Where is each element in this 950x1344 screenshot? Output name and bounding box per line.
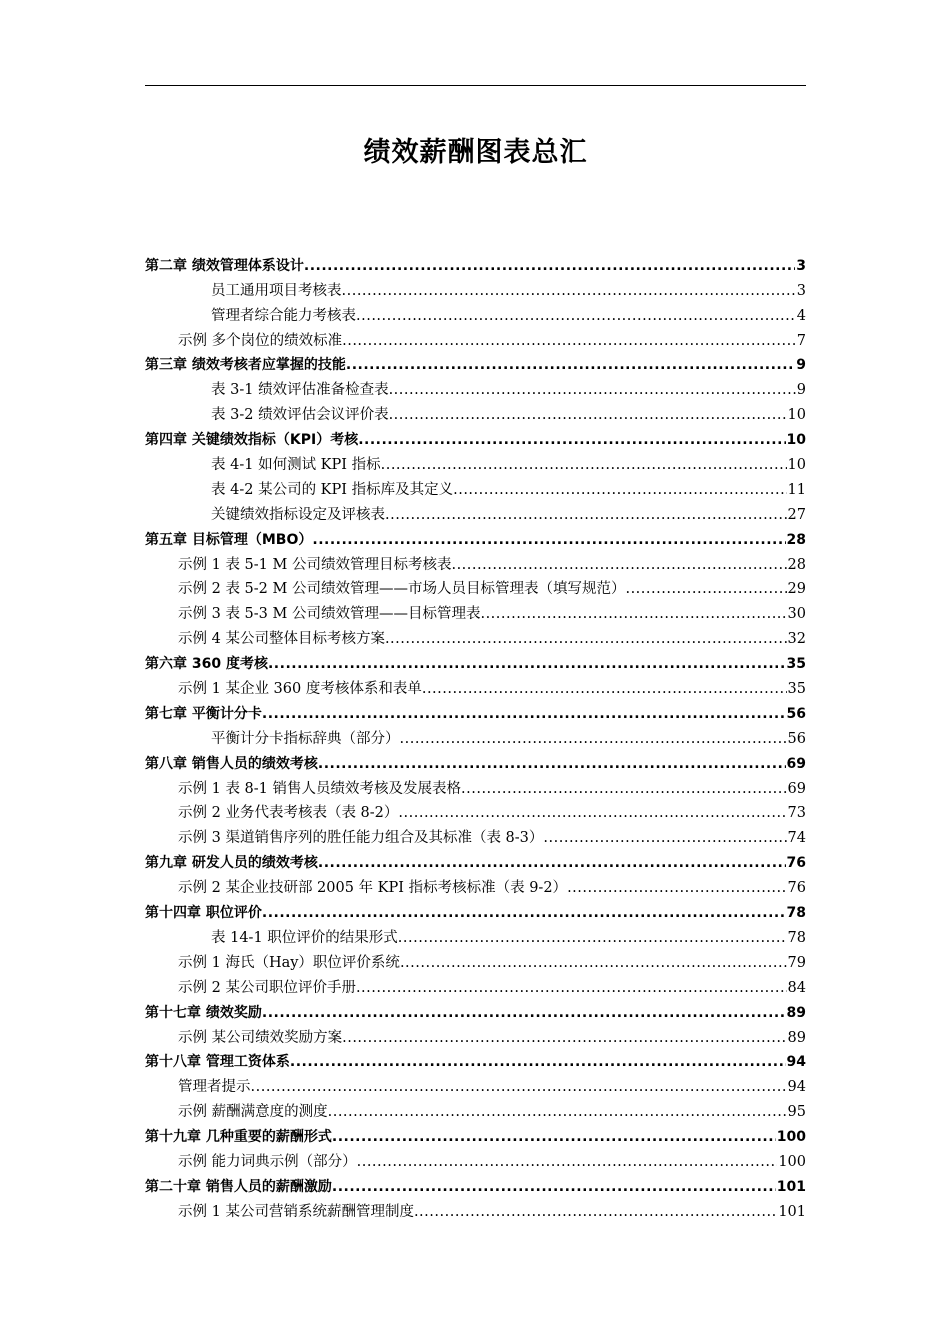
toc-dot-leader	[461, 780, 787, 798]
toc-dot-leader	[332, 1178, 776, 1196]
toc-entry[interactable]	[145, 474, 806, 499]
toc-dot-leader	[400, 954, 787, 972]
toc-entry[interactable]	[145, 549, 806, 574]
toc-dot-leader	[358, 431, 785, 449]
toc-page-number: 56	[787, 730, 806, 747]
toc-entry-label: 第十七章 绩效奖励	[145, 1004, 262, 1021]
toc-page-number: 89	[786, 1004, 806, 1021]
toc-page-number: 74	[787, 830, 806, 847]
toc-page-number: 28	[787, 556, 806, 573]
toc-page-number: 101	[778, 1203, 806, 1220]
toc-dot-leader	[290, 1053, 786, 1071]
toc-dot-leader	[398, 929, 787, 947]
toc-dot-leader	[356, 307, 796, 325]
toc-dot-leader	[332, 1128, 776, 1146]
toc-entry-label: 示例 2 某公司职位评价手册	[178, 979, 356, 996]
toc-page-number: 78	[786, 905, 806, 922]
toc-page-number: 84	[787, 979, 806, 996]
toc-page-number: 100	[776, 1129, 806, 1146]
toc-page-number: 76	[786, 855, 806, 872]
toc-entry-label: 示例 4 某公司整体目标考核方案	[178, 631, 385, 648]
toc-page-number: 89	[787, 1029, 806, 1046]
toc-entry[interactable]	[145, 325, 806, 350]
toc-entry-label: 示例 多个岗位的绩效标准	[178, 332, 343, 349]
toc-dot-leader	[400, 730, 787, 748]
toc-entry-label: 示例 1 某企业 360 度考核体系和表单	[178, 681, 422, 698]
toc-page-number: 4	[796, 307, 806, 324]
toc-chapter-entry[interactable]	[145, 1171, 806, 1196]
toc-page-number: 3	[796, 282, 806, 299]
toc-entry[interactable]	[145, 922, 806, 947]
toc-entry[interactable]	[145, 374, 806, 399]
toc-entry-label: 示例 能力词典示例（部分）	[178, 1153, 357, 1170]
toc-page-number: 100	[778, 1153, 806, 1170]
toc-page-number: 56	[786, 705, 806, 722]
toc-entry-label: 示例 1 海氏（Hay）职位评价系统	[178, 954, 400, 971]
toc-page-number: 79	[787, 954, 806, 971]
toc-page-number: 11	[787, 481, 806, 498]
toc-chapter-entry[interactable]	[145, 698, 806, 723]
toc-entry-label: 管理者综合能力考核表	[211, 307, 356, 324]
toc-page-number: 9	[796, 382, 806, 399]
toc-entry-label: 第二章 绩效管理体系设计	[145, 257, 304, 274]
toc-dot-leader	[318, 854, 786, 872]
toc-chapter-entry[interactable]	[145, 524, 806, 549]
toc-entry[interactable]	[145, 499, 806, 524]
toc-page-number: 30	[787, 606, 806, 623]
toc-page-number: 94	[786, 1054, 806, 1071]
toc-dot-leader	[268, 655, 786, 673]
toc-dot-leader	[389, 406, 787, 424]
toc-entry-label: 管理者提示	[178, 1079, 251, 1096]
toc-entry[interactable]	[145, 947, 806, 972]
toc-entry[interactable]	[145, 1022, 806, 1047]
toc-dot-leader	[262, 1004, 786, 1022]
toc-entry-label: 第十九章 几种重要的薪酬形式	[145, 1129, 332, 1146]
toc-chapter-entry[interactable]	[145, 424, 806, 449]
document-title: 绩效薪酬图表总汇	[363, 137, 588, 168]
toc-dot-leader	[385, 506, 787, 524]
toc-page-number: 3	[796, 257, 806, 274]
toc-chapter-entry[interactable]	[145, 1121, 806, 1146]
table-of-contents	[145, 250, 806, 1221]
toc-dot-leader	[389, 381, 796, 399]
toc-chapter-entry[interactable]	[145, 997, 806, 1022]
toc-dot-leader	[342, 332, 796, 350]
toc-dot-leader	[262, 904, 786, 922]
toc-page-number: 10	[787, 407, 806, 424]
toc-entry[interactable]	[145, 872, 806, 897]
toc-page-number: 95	[787, 1104, 806, 1121]
toc-entry[interactable]	[145, 574, 806, 599]
toc-dot-leader	[304, 257, 795, 275]
toc-entry[interactable]	[145, 972, 806, 997]
toc-entry-label: 示例 3 表 5-3 M 公司绩效管理——目标管理表	[178, 606, 481, 623]
toc-entry-label: 示例 某公司绩效奖励方案	[178, 1029, 343, 1046]
toc-chapter-entry[interactable]	[145, 350, 806, 375]
toc-page-number: 73	[787, 805, 806, 822]
toc-dot-leader	[356, 979, 787, 997]
toc-page-number: 7	[796, 332, 806, 349]
toc-page-number: 35	[786, 656, 806, 673]
toc-dot-leader	[381, 456, 787, 474]
toc-entry[interactable]	[145, 399, 806, 424]
toc-dot-leader	[342, 1029, 786, 1047]
toc-dot-leader	[480, 605, 786, 623]
toc-page-number: 32	[787, 631, 806, 648]
toc-entry[interactable]	[145, 1196, 806, 1221]
toc-entry-label: 表 3-1 绩效评估准备检查表	[211, 382, 389, 399]
toc-dot-leader	[342, 282, 796, 300]
toc-entry[interactable]	[145, 598, 806, 623]
toc-dot-leader	[251, 1078, 787, 1096]
toc-dot-leader	[328, 1103, 787, 1121]
toc-dot-leader	[567, 879, 786, 897]
toc-page-number: 78	[787, 929, 806, 946]
toc-entry-label: 示例 2 某企业技研部 2005 年 KPI 指标考核标准（表 9-2）	[178, 880, 568, 897]
toc-dot-leader	[543, 829, 786, 847]
toc-entry[interactable]	[145, 275, 806, 300]
toc-entry[interactable]	[145, 449, 806, 474]
toc-entry-label: 第五章 目标管理（MBO）	[145, 531, 313, 548]
toc-dot-leader	[414, 1203, 777, 1221]
toc-entry[interactable]	[145, 773, 806, 798]
toc-page-number: 76	[787, 880, 806, 897]
toc-page-number: 10	[787, 457, 806, 474]
toc-chapter-entry[interactable]	[145, 847, 806, 872]
toc-dot-leader	[318, 755, 786, 773]
toc-dot-leader	[262, 705, 786, 723]
toc-entry-label: 第六章 360 度考核	[145, 656, 268, 673]
toc-chapter-entry[interactable]	[145, 1047, 806, 1072]
toc-page-number: 9	[796, 357, 806, 374]
toc-chapter-entry[interactable]	[145, 897, 806, 922]
toc-entry-label: 员工通用项目考核表	[211, 282, 342, 299]
toc-page-number: 69	[786, 755, 806, 772]
toc-page-number: 101	[776, 1178, 806, 1195]
toc-entry-label: 示例 3 渠道销售序列的胜任能力组合及其标准（表 8-3）	[178, 830, 544, 847]
header-rule	[145, 85, 806, 86]
toc-dot-leader	[385, 630, 787, 648]
toc-entry-label: 示例 1 表 8-1 销售人员绩效考核及发展表格	[178, 780, 462, 797]
toc-dot-leader	[357, 1153, 778, 1171]
toc-entry-label: 表 3-2 绩效评估会议评价表	[211, 407, 389, 424]
toc-entry-label: 第三章 绩效考核者应掌握的技能	[145, 357, 346, 374]
toc-entry[interactable]	[145, 623, 806, 648]
toc-entry-label: 第八章 销售人员的绩效考核	[145, 755, 318, 772]
toc-page-number: 28	[786, 531, 806, 548]
toc-entry-label: 示例 薪酬满意度的测度	[178, 1104, 328, 1121]
toc-entry[interactable]	[145, 300, 806, 325]
toc-entry-label: 表 4-1 如何测试 KPI 指标	[211, 457, 381, 474]
toc-entry[interactable]	[145, 822, 806, 847]
toc-page-number: 10	[786, 432, 806, 449]
toc-entry[interactable]	[145, 723, 806, 748]
toc-chapter-entry[interactable]	[145, 648, 806, 673]
toc-dot-leader	[422, 680, 787, 698]
toc-page-number: 29	[787, 581, 806, 598]
toc-entry-label: 第二十章 销售人员的薪酬激励	[145, 1178, 332, 1195]
toc-dot-leader	[312, 531, 785, 549]
toc-chapter-entry[interactable]	[145, 748, 806, 773]
toc-entry-label: 平衡计分卡指标辞典（部分）	[211, 730, 400, 747]
toc-entry-label: 示例 2 表 5-2 M 公司绩效管理——市场人员目标管理表（填写规范）	[178, 581, 626, 598]
toc-entry-label: 示例 1 表 5-1 M 公司绩效管理目标考核表	[178, 556, 452, 573]
toc-entry-label: 第四章 关键绩效指标（KPI）考核	[145, 432, 359, 449]
toc-entry-label: 示例 1 某公司营销系统薪酬管理制度	[178, 1203, 414, 1220]
toc-dot-leader	[398, 804, 786, 822]
toc-dot-leader	[453, 481, 786, 499]
toc-entry-label: 第十八章 管理工资体系	[145, 1054, 290, 1071]
toc-dot-leader	[346, 356, 795, 374]
toc-chapter-entry[interactable]	[145, 250, 806, 275]
toc-entry-label: 第七章 平衡计分卡	[145, 705, 262, 722]
toc-dot-leader	[625, 580, 786, 598]
toc-page-number: 35	[787, 681, 806, 698]
toc-page-number: 27	[787, 506, 806, 523]
toc-entry[interactable]	[145, 673, 806, 698]
toc-entry-label: 表 4-2 某公司的 KPI 指标库及其定义	[211, 481, 454, 498]
toc-entry-label: 表 14-1 职位评价的结果形式	[211, 929, 398, 946]
toc-entry-label: 第十四章 职位评价	[145, 905, 262, 922]
toc-entry-label: 第九章 研发人员的绩效考核	[145, 855, 318, 872]
toc-entry[interactable]	[145, 1096, 806, 1121]
toc-page-number: 69	[787, 780, 806, 797]
toc-entry[interactable]	[145, 798, 806, 823]
toc-dot-leader	[451, 556, 786, 574]
toc-entry-label: 关键绩效指标设定及评核表	[211, 506, 385, 523]
toc-entry-label: 示例 2 业务代表考核表（表 8-2）	[178, 805, 399, 822]
toc-page-number: 94	[787, 1079, 806, 1096]
toc-entry[interactable]	[145, 1146, 806, 1171]
toc-entry[interactable]	[145, 1071, 806, 1096]
